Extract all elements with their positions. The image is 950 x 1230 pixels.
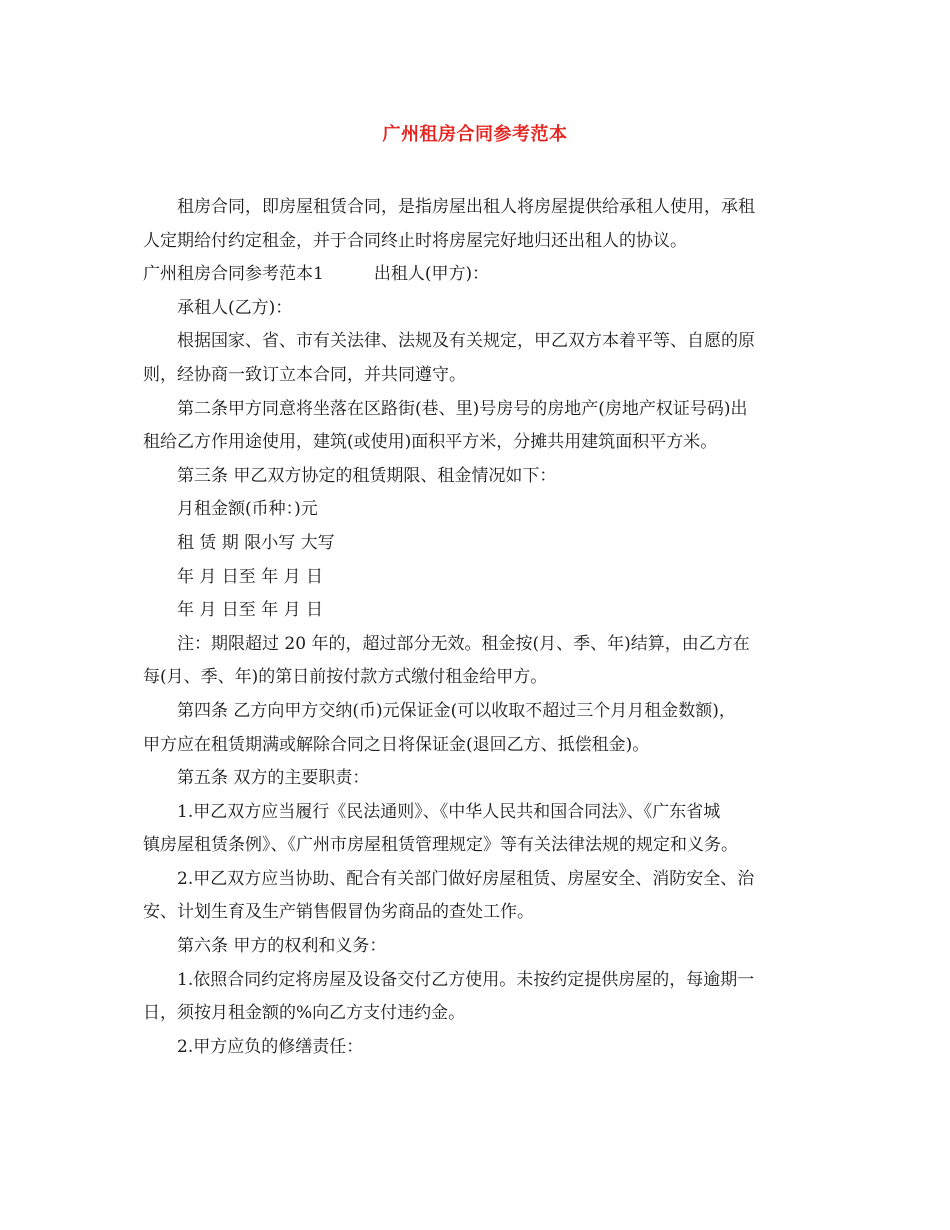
paragraph-line: 第四条 乙方向甲方交纳(币)元保证金(可以收取不超过三个月月租金数额)， — [177, 700, 736, 721]
document-body — [143, 191, 815, 1064]
paragraph-line — [143, 258, 815, 292]
paragraph-line: 则，经协商一致订立本合同，并共同遵守。 — [143, 364, 466, 385]
paragraph-line: 第二条甲方同意将坐落在区路街(巷、里)号房号的房地产(房地产权证号码)出 — [177, 398, 748, 419]
paragraph-line: 每(月、季、年)的第日前按付款方式缴付租金给甲方。 — [143, 667, 548, 688]
sample-heading: 广州租房合同参考范本1 — [143, 264, 324, 285]
paragraph-line: 第三条 甲乙双方协定的租赁期限、租金情况如下： — [177, 465, 557, 486]
paragraph-line: 注：期限超过 20 年的，超过部分无效。租金按(月、季、年)结算，由乙方在 — [177, 633, 750, 654]
paragraph-line: 1.依照合同约定将房屋及设备交付乙方使用。未按约定提供房屋的，每逾期一 — [177, 969, 755, 990]
paragraph-line: 日，须按月租金额的%向乙方支付违约金。 — [143, 1003, 466, 1024]
paragraph-line: 镇房屋租赁条例》、《广州市房屋租赁管理规定》等有关法律法规的规定和义务。 — [143, 835, 738, 856]
paragraph-line: 甲方应在租赁期满或解除合同之日将保证金(退回乙方、抵偿租金)。 — [143, 734, 650, 755]
paragraph-line: 2.甲方应负的修缮责任： — [177, 1036, 364, 1057]
paragraph-line: 2.甲乙双方应当协助、配合有关部门做好房屋租赁、房屋安全、消防安全、治 — [177, 868, 755, 889]
paragraph-line: 承租人(乙方)： — [177, 297, 293, 318]
document-title: 广州租房合同参考范本 — [382, 124, 568, 145]
paragraph-line: 年 月 日至 年 月 日 — [177, 600, 324, 621]
paragraph-line: 年 月 日至 年 月 日 — [177, 566, 324, 587]
paragraph-line: 第六条 甲方的权利和义务： — [177, 936, 387, 957]
paragraph-line: 租 赁 期 限小写 大写 — [177, 532, 335, 553]
paragraph-line: 月租金额(币种：)元 — [177, 499, 318, 520]
paragraph-line: 根据国家、省、市有关法律、法规及有关规定，甲乙双方本着平等、自愿的原 — [177, 331, 755, 352]
paragraph-line: 人定期给付约定租金，并于合同终止时将房屋完好地归还出租人的协议。 — [143, 230, 687, 251]
paragraph-line: 租房合同，即房屋租赁合同，是指房屋出租人将房屋提供给承租人使用，承租 — [177, 197, 755, 217]
paragraph-line: 租给乙方作用途使用，建筑(或使用)面积平方米，分摊共用建筑面积平方米。 — [143, 432, 718, 453]
lessor-label: 出租人(甲方)： — [373, 264, 490, 285]
paragraph-line: 第五条 双方的主要职责： — [177, 768, 370, 789]
paragraph-line: 1.甲乙双方应当履行《民法通则》、《中华人民共和国合同法》、《广东省城 — [177, 801, 721, 822]
paragraph-line: 安、计划生育及生产销售假冒伪劣商品的查处工作。 — [143, 902, 534, 923]
